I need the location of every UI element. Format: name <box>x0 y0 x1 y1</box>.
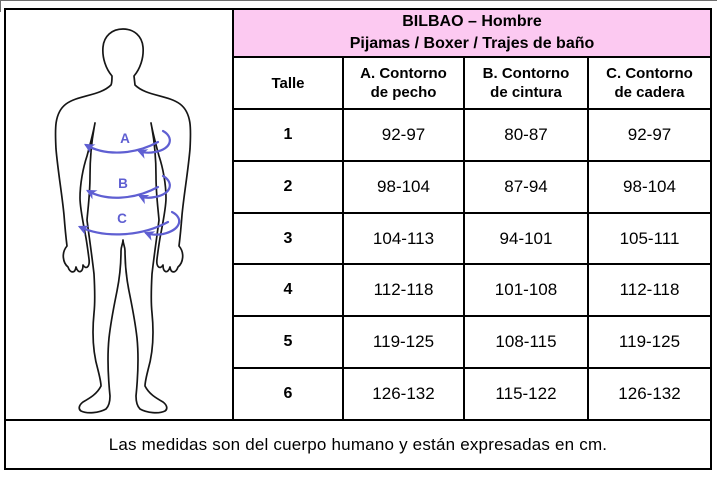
cell-cintura: 80-87 <box>463 110 587 160</box>
col-header-talle-label: Talle <box>271 74 305 92</box>
hip-measure-label: C <box>117 211 127 226</box>
page-edge-line-left <box>0 0 1 12</box>
cell-cintura: 108-115 <box>463 317 587 367</box>
chart-frame <box>4 8 712 470</box>
title-line-1: BILBAO – Hombre <box>402 13 542 30</box>
table-row <box>234 160 710 212</box>
col-header-pecho-line1: A. Contorno <box>360 65 447 82</box>
waist-measure-label: B <box>118 176 128 191</box>
cell-cadera: 92-97 <box>587 110 710 160</box>
col-header-cadera <box>587 58 710 108</box>
cell-talle: 2 <box>283 177 293 195</box>
cell-pecho: 119-125 <box>342 317 463 367</box>
col-header-cintura-line2: de cintura <box>490 84 562 101</box>
cell-talle: 4 <box>283 281 293 299</box>
cell-pecho: 92-97 <box>342 110 463 160</box>
table-row <box>234 367 710 419</box>
cell-cadera: 126-132 <box>587 369 710 419</box>
cell-pecho: 98-104 <box>342 162 463 212</box>
col-header-cintura <box>463 58 587 108</box>
cell-cintura: 101-108 <box>463 265 587 315</box>
cell-talle: 6 <box>283 385 293 403</box>
table-row <box>234 263 710 315</box>
table-row <box>234 108 710 160</box>
cell-cintura: 94-101 <box>463 214 587 264</box>
table-body <box>234 108 710 419</box>
title-band <box>234 10 710 58</box>
footer-note-row <box>6 419 710 468</box>
footer-note: Las medidas son del cuerpo humano y están expresadas en cm. <box>108 434 608 454</box>
body-silhouette <box>6 10 234 419</box>
cell-cintura: 87-94 <box>463 162 587 212</box>
column-header-row <box>234 58 710 108</box>
cell-cadera: 112-118 <box>587 265 710 315</box>
table-row <box>234 315 710 367</box>
cell-pecho: 126-132 <box>342 369 463 419</box>
cell-cadera: 119-125 <box>587 317 710 367</box>
cell-cadera: 105-111 <box>587 214 710 264</box>
chest-measure-label: A <box>120 131 130 146</box>
col-header-talle <box>234 58 342 108</box>
col-header-cintura-line1: B. Contorno <box>482 65 570 82</box>
cell-talle: 5 <box>283 333 293 351</box>
title-line-2: Pijamas / Boxer / Trajes de baño <box>349 35 595 52</box>
table-row <box>234 212 710 264</box>
size-table <box>234 10 710 419</box>
cell-pecho: 104-113 <box>342 214 463 264</box>
figure-panel <box>6 10 234 419</box>
col-header-cadera-line1: C. Contorno <box>606 65 693 82</box>
col-header-pecho-line2: de pecho <box>370 84 437 101</box>
cell-cadera: 98-104 <box>587 162 710 212</box>
cell-cintura: 115-122 <box>463 369 587 419</box>
cell-talle: 3 <box>283 229 293 247</box>
cell-pecho: 112-118 <box>342 265 463 315</box>
cell-talle: 1 <box>283 125 293 143</box>
col-header-cadera-line2: de cadera <box>614 84 685 101</box>
chart-content <box>6 10 710 419</box>
page-edge-line-top <box>0 0 717 1</box>
col-header-pecho <box>342 58 463 108</box>
